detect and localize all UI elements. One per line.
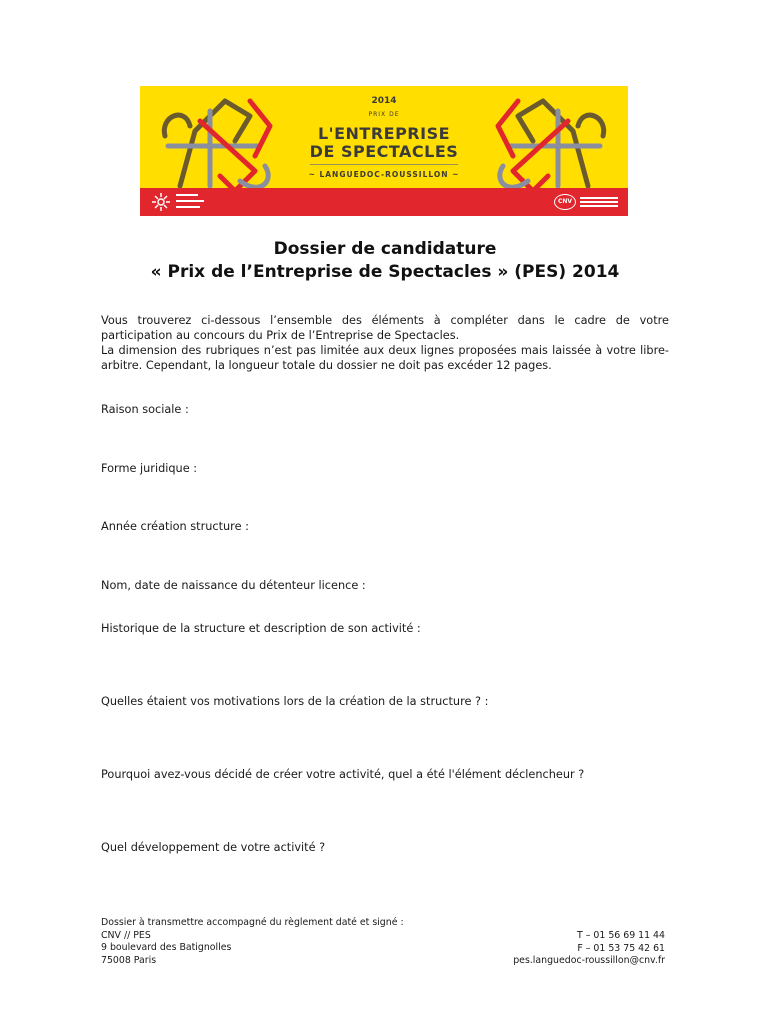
footer-phone: T – 01 56 69 11 44: [577, 930, 665, 941]
field-historique: Historique de la structure et description de son activité :: [101, 622, 421, 635]
footer-fax: F – 01 53 75 42 61: [577, 942, 665, 954]
region-logo-icon: [150, 191, 172, 213]
footer-line: CNV // PES: [101, 929, 151, 941]
banner-title-line1: L'ENTREPRISE: [317, 124, 451, 143]
footer-line: Dossier à transmettre accompagné du règlement daté et signé :: [101, 917, 404, 928]
banner-red-band: [140, 188, 628, 216]
field-forme-juridique: Forme juridique :: [101, 462, 198, 475]
cnv-caption-icon: [580, 197, 618, 209]
intro-paragraph: Vous trouverez ci-dessous l’ensemble des éléments à compléter dans le cadre de votre participation au concours du Prix de l’Entreprise de Spectacles.: [101, 314, 669, 342]
intro-paragraph: La dimension des rubriques n’est pas limitée aux deux lignes proposées mais laissée à votre libre-arbitre. Cependant, la longueur totale du dossier ne doit pas excéder 12 pages.: [101, 344, 669, 372]
footer-address: [101, 917, 404, 967]
field-raison-sociale: Raison sociale :: [101, 403, 189, 416]
region-text-mark-icon: [176, 192, 206, 212]
intro-text: [101, 313, 669, 373]
field-developpement: Quel développement de votre activité ?: [101, 841, 326, 854]
banner-divider: [310, 164, 458, 165]
banner-year: 2014: [371, 96, 397, 106]
banner-region: ~ LANGUEDOC-ROUSSILLON ~: [308, 170, 460, 179]
footer-email[interactable]: pes.languedoc-roussillon@cnv.fr: [513, 955, 665, 967]
cnv-logo: CNV: [554, 194, 576, 210]
field-motivations: Quelles étaient vos motivations lors de la création de la structure ? :: [101, 695, 489, 708]
header-banner: [140, 86, 628, 216]
field-element-declencheur: Pourquoi avez-vous décidé de créer votre activité, quel a été l'élément déclencheur ?: [101, 768, 585, 781]
banner-title-line2: DE SPECTACLES: [309, 142, 459, 161]
page-title: Dossier de candidature: [273, 239, 497, 259]
field-detenteur-licence: Nom, date de naissance du détenteur licence :: [101, 579, 366, 592]
footer-contact: [513, 930, 665, 968]
field-annee-creation: Année création structure :: [101, 520, 249, 533]
footer-line: 75008 Paris: [101, 954, 157, 966]
footer-line: 9 boulevard des Batignolles: [101, 942, 232, 954]
page-subtitle: « Prix de l’Entreprise de Spectacles » (PES) 2014: [150, 262, 620, 282]
banner-prix: PRIX DE: [368, 111, 400, 118]
